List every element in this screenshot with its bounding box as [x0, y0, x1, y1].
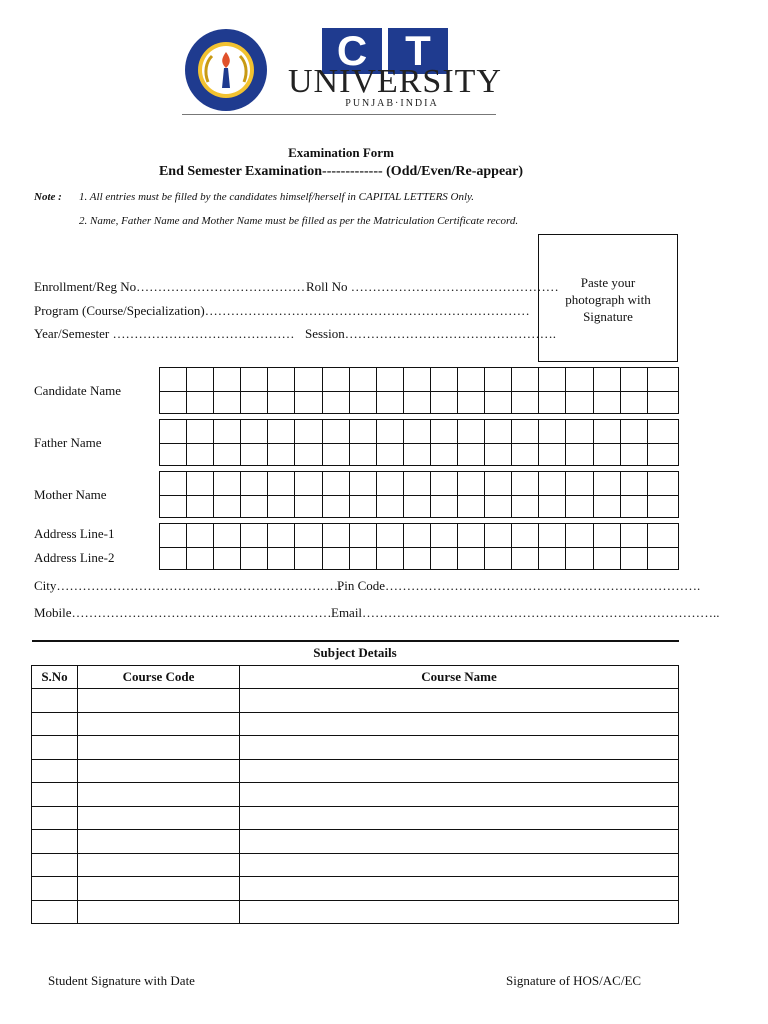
grid-cell[interactable]	[377, 548, 404, 571]
grid-cell[interactable]	[377, 524, 404, 547]
grid-cell[interactable]	[404, 420, 431, 443]
logo-university-text: UNIVERSITY	[288, 63, 502, 100]
sno-cell[interactable]	[32, 689, 78, 713]
grid-cell[interactable]	[648, 392, 675, 415]
grid-cell[interactable]	[350, 444, 377, 467]
grid-cell[interactable]	[485, 548, 512, 571]
course-code-cell[interactable]	[78, 853, 240, 877]
grid-cell[interactable]	[594, 496, 621, 519]
grid-cell[interactable]	[295, 496, 322, 519]
sno-cell[interactable]	[32, 900, 78, 924]
grid-cell[interactable]	[621, 444, 648, 467]
table-row	[32, 853, 679, 877]
grid-row	[160, 420, 678, 444]
sno-cell[interactable]	[32, 712, 78, 736]
logo-letter-c: C	[322, 28, 382, 74]
student-signature-label: Student Signature with Date	[48, 973, 195, 988]
grid-cell[interactable]	[594, 472, 621, 495]
course-name-cell[interactable]	[240, 712, 679, 736]
grid-cell[interactable]	[431, 472, 458, 495]
note-label: Note :	[34, 191, 62, 203]
grid-row	[160, 548, 678, 571]
grid-cell[interactable]	[404, 548, 431, 571]
table-row	[32, 736, 679, 760]
grid-cell[interactable]	[214, 524, 241, 547]
grid-cell[interactable]	[512, 472, 539, 495]
form-title: Examination Form	[288, 145, 394, 160]
grid-cell[interactable]	[458, 392, 485, 415]
grid-cell[interactable]	[160, 496, 187, 519]
grid-cell[interactable]	[566, 496, 593, 519]
grid-cell[interactable]	[512, 524, 539, 547]
subject-details-title: Subject Details	[32, 641, 679, 665]
course-name-cell[interactable]	[240, 830, 679, 854]
grid-cell[interactable]	[295, 548, 322, 571]
mobile-field[interactable]: Mobile……………………………………………………	[34, 605, 332, 620]
grid-cell[interactable]	[160, 420, 187, 443]
grid-cell[interactable]	[485, 420, 512, 443]
grid-cell[interactable]	[431, 392, 458, 415]
grid-cell[interactable]	[404, 496, 431, 519]
course-code-header: Course Code	[78, 665, 240, 689]
sno-header: S.No	[32, 665, 78, 689]
grid-cell[interactable]	[512, 496, 539, 519]
grid-cell[interactable]	[539, 496, 566, 519]
grid-row	[160, 368, 678, 392]
grid-cell[interactable]	[323, 496, 350, 519]
grid-cell[interactable]	[648, 524, 675, 547]
grid-cell[interactable]	[594, 420, 621, 443]
grid-cell[interactable]	[539, 368, 566, 391]
note-2: 2. Name, Father Name and Mother Name must be filled as per the Matriculation Certificate record.	[79, 215, 519, 227]
grid-cell[interactable]	[512, 392, 539, 415]
grid-cell[interactable]	[566, 524, 593, 547]
address-grid[interactable]	[159, 523, 679, 570]
grid-cell[interactable]	[377, 496, 404, 519]
grid-cell[interactable]	[485, 392, 512, 415]
grid-cell[interactable]	[566, 472, 593, 495]
subject-details-table	[31, 640, 679, 924]
course-name-cell[interactable]	[240, 900, 679, 924]
mother-name-label: Mother Name	[34, 487, 107, 502]
grid-cell[interactable]	[268, 444, 295, 467]
university-logo	[182, 26, 502, 116]
course-code-cell[interactable]	[78, 759, 240, 783]
grid-cell[interactable]	[268, 392, 295, 415]
grid-cell[interactable]	[187, 496, 214, 519]
grid-cell[interactable]	[323, 392, 350, 415]
grid-cell[interactable]	[621, 472, 648, 495]
photo-box[interactable]: Paste your photograph with Signature	[538, 234, 678, 362]
logo-divider	[182, 114, 496, 115]
grid-cell[interactable]	[377, 392, 404, 415]
grid-row	[160, 472, 678, 496]
form-subtitle: End Semester Examination------------- (Odd/Even/Re-appear)	[158, 164, 524, 179]
table-row	[32, 759, 679, 783]
course-name-cell[interactable]	[240, 806, 679, 830]
grid-cell[interactable]	[458, 496, 485, 519]
grid-cell[interactable]	[160, 368, 187, 391]
course-name-cell[interactable]	[240, 783, 679, 807]
grid-cell[interactable]	[539, 420, 566, 443]
logo-subtitle: PUNJAB·INDIA	[345, 98, 439, 109]
grid-cell[interactable]	[485, 472, 512, 495]
grid-cell[interactable]	[160, 548, 187, 571]
grid-cell[interactable]	[458, 444, 485, 467]
grid-cell[interactable]	[458, 472, 485, 495]
father-name-grid[interactable]	[159, 419, 679, 466]
grid-cell[interactable]	[377, 420, 404, 443]
address-line-1-label: Address Line-1	[34, 526, 115, 541]
grid-cell[interactable]	[268, 368, 295, 391]
grid-cell[interactable]	[187, 368, 214, 391]
grid-cell[interactable]	[350, 420, 377, 443]
grid-cell[interactable]	[566, 420, 593, 443]
grid-cell[interactable]	[214, 420, 241, 443]
course-code-cell[interactable]	[78, 783, 240, 807]
grid-cell[interactable]	[241, 496, 268, 519]
grid-cell[interactable]	[404, 444, 431, 467]
session-field[interactable]: Session………………………………………….	[305, 326, 556, 341]
grid-row	[160, 496, 678, 519]
candidate-name-grid[interactable]	[159, 367, 679, 414]
sno-cell[interactable]	[32, 736, 78, 760]
grid-cell[interactable]	[512, 368, 539, 391]
grid-cell[interactable]	[241, 392, 268, 415]
city-field[interactable]: City…………………………………………………………	[34, 578, 343, 593]
grid-cell[interactable]	[323, 524, 350, 547]
table-row	[32, 689, 679, 713]
grid-cell[interactable]	[621, 548, 648, 571]
table-row	[32, 806, 679, 830]
grid-cell[interactable]	[621, 368, 648, 391]
grid-cell[interactable]	[621, 392, 648, 415]
grid-cell[interactable]	[241, 368, 268, 391]
grid-cell[interactable]	[214, 496, 241, 519]
grid-cell[interactable]	[485, 444, 512, 467]
grid-cell[interactable]	[512, 548, 539, 571]
grid-cell[interactable]	[539, 444, 566, 467]
year-semester-field[interactable]: Year/Semester ……………………………………	[34, 326, 295, 341]
grid-cell[interactable]	[350, 496, 377, 519]
grid-cell[interactable]	[566, 444, 593, 467]
grid-cell[interactable]	[187, 392, 214, 415]
sno-cell[interactable]	[32, 759, 78, 783]
course-code-cell[interactable]	[78, 712, 240, 736]
university-seal-icon	[184, 28, 268, 112]
logo-letter-t: T	[388, 28, 448, 74]
grid-row	[160, 444, 678, 467]
grid-cell[interactable]	[594, 444, 621, 467]
grid-cell[interactable]	[241, 420, 268, 443]
grid-cell[interactable]	[323, 368, 350, 391]
grid-cell[interactable]	[350, 472, 377, 495]
grid-cell[interactable]	[431, 444, 458, 467]
grid-cell[interactable]	[323, 444, 350, 467]
grid-cell[interactable]	[566, 368, 593, 391]
sno-cell[interactable]	[32, 783, 78, 807]
sno-cell[interactable]	[32, 853, 78, 877]
mother-name-grid[interactable]	[159, 471, 679, 518]
course-code-cell[interactable]	[78, 806, 240, 830]
grid-cell[interactable]	[295, 444, 322, 467]
grid-row	[160, 392, 678, 415]
grid-cell[interactable]	[323, 548, 350, 571]
roll-no-field[interactable]: Roll No …………………………………………	[306, 279, 559, 294]
grid-cell[interactable]	[187, 472, 214, 495]
grid-cell[interactable]	[512, 444, 539, 467]
enrollment-field[interactable]: Enrollment/Reg No…………………………………	[34, 279, 306, 294]
grid-cell[interactable]	[268, 472, 295, 495]
grid-cell[interactable]	[485, 524, 512, 547]
sno-cell[interactable]	[32, 877, 78, 901]
grid-cell[interactable]	[621, 496, 648, 519]
course-name-cell[interactable]	[240, 853, 679, 877]
grid-cell[interactable]	[323, 472, 350, 495]
table-row	[32, 783, 679, 807]
grid-cell[interactable]	[187, 420, 214, 443]
grid-cell[interactable]	[539, 524, 566, 547]
candidate-name-label: Candidate Name	[34, 383, 121, 398]
grid-cell[interactable]	[214, 472, 241, 495]
grid-cell[interactable]	[160, 392, 187, 415]
course-name-cell[interactable]	[240, 877, 679, 901]
hos-signature-label: Signature of HOS/AC/EC	[506, 973, 642, 988]
grid-cell[interactable]	[539, 548, 566, 571]
grid-cell[interactable]	[539, 392, 566, 415]
grid-cell[interactable]	[648, 420, 675, 443]
grid-cell[interactable]	[295, 392, 322, 415]
grid-cell[interactable]	[458, 548, 485, 571]
grid-cell[interactable]	[377, 444, 404, 467]
grid-cell[interactable]	[621, 420, 648, 443]
grid-cell[interactable]	[241, 548, 268, 571]
grid-cell[interactable]	[377, 472, 404, 495]
grid-cell[interactable]	[648, 548, 675, 571]
note-1: 1. All entries must be filled by the candidates himself/herself in CAPITAL LETTERS Only.	[79, 191, 475, 203]
grid-cell[interactable]	[431, 368, 458, 391]
sno-cell[interactable]	[32, 830, 78, 854]
grid-cell[interactable]	[350, 368, 377, 391]
course-code-cell[interactable]	[78, 877, 240, 901]
grid-cell[interactable]	[350, 548, 377, 571]
grid-cell[interactable]	[431, 548, 458, 571]
grid-cell[interactable]	[377, 368, 404, 391]
grid-cell[interactable]	[458, 368, 485, 391]
table-row	[32, 830, 679, 854]
grid-cell[interactable]	[214, 392, 241, 415]
address-line-2-label: Address Line-2	[34, 550, 115, 565]
grid-cell[interactable]	[187, 444, 214, 467]
grid-cell[interactable]	[214, 368, 241, 391]
grid-cell[interactable]	[404, 472, 431, 495]
course-name-cell[interactable]	[240, 689, 679, 713]
program-field[interactable]: Program (Course/Specialization)…………………………………………………………………	[34, 303, 530, 318]
grid-cell[interactable]	[431, 420, 458, 443]
grid-cell[interactable]	[485, 368, 512, 391]
grid-cell[interactable]	[566, 548, 593, 571]
grid-cell[interactable]	[268, 420, 295, 443]
grid-cell[interactable]	[404, 524, 431, 547]
grid-cell[interactable]	[214, 444, 241, 467]
grid-cell[interactable]	[485, 496, 512, 519]
grid-cell[interactable]	[594, 368, 621, 391]
grid-cell[interactable]	[160, 472, 187, 495]
grid-cell[interactable]	[160, 444, 187, 467]
grid-cell[interactable]	[241, 444, 268, 467]
course-name-header: Course Name	[240, 665, 679, 689]
grid-cell[interactable]	[295, 472, 322, 495]
email-field[interactable]: Email………………………………………………………………………..	[331, 605, 720, 620]
grid-cell[interactable]	[594, 548, 621, 571]
course-name-cell[interactable]	[240, 759, 679, 783]
course-code-cell[interactable]	[78, 830, 240, 854]
grid-cell[interactable]	[295, 368, 322, 391]
grid-cell[interactable]	[268, 548, 295, 571]
grid-cell[interactable]	[648, 368, 675, 391]
table-row	[32, 712, 679, 736]
grid-cell[interactable]	[431, 496, 458, 519]
grid-cell[interactable]	[566, 392, 593, 415]
grid-cell[interactable]	[268, 496, 295, 519]
grid-cell[interactable]	[350, 392, 377, 415]
grid-cell[interactable]	[295, 420, 322, 443]
grid-cell[interactable]	[594, 392, 621, 415]
grid-cell[interactable]	[187, 548, 214, 571]
grid-cell[interactable]	[512, 420, 539, 443]
grid-cell[interactable]	[621, 524, 648, 547]
grid-row	[160, 524, 678, 548]
grid-cell[interactable]	[350, 524, 377, 547]
grid-cell[interactable]	[241, 524, 268, 547]
grid-cell[interactable]	[458, 420, 485, 443]
course-code-cell[interactable]	[78, 689, 240, 713]
grid-cell[interactable]	[458, 524, 485, 547]
pin-code-field[interactable]: Pin Code……………………………………………………………….	[337, 578, 701, 593]
grid-cell[interactable]	[648, 496, 675, 519]
course-name-cell[interactable]	[240, 736, 679, 760]
table-row	[32, 900, 679, 924]
grid-cell[interactable]	[431, 524, 458, 547]
grid-cell[interactable]	[268, 524, 295, 547]
grid-cell[interactable]	[187, 524, 214, 547]
table-row	[32, 877, 679, 901]
grid-cell[interactable]	[539, 472, 566, 495]
sno-cell[interactable]	[32, 806, 78, 830]
grid-cell[interactable]	[295, 524, 322, 547]
grid-cell[interactable]	[323, 420, 350, 443]
grid-cell[interactable]	[648, 472, 675, 495]
course-code-cell[interactable]	[78, 736, 240, 760]
father-name-label: Father Name	[34, 435, 102, 450]
grid-cell[interactable]	[214, 548, 241, 571]
grid-cell[interactable]	[404, 392, 431, 415]
grid-cell[interactable]	[648, 444, 675, 467]
subject-rows	[32, 689, 679, 924]
grid-cell[interactable]	[594, 524, 621, 547]
grid-cell[interactable]	[404, 368, 431, 391]
grid-cell[interactable]	[160, 524, 187, 547]
grid-cell[interactable]	[241, 472, 268, 495]
course-code-cell[interactable]	[78, 900, 240, 924]
